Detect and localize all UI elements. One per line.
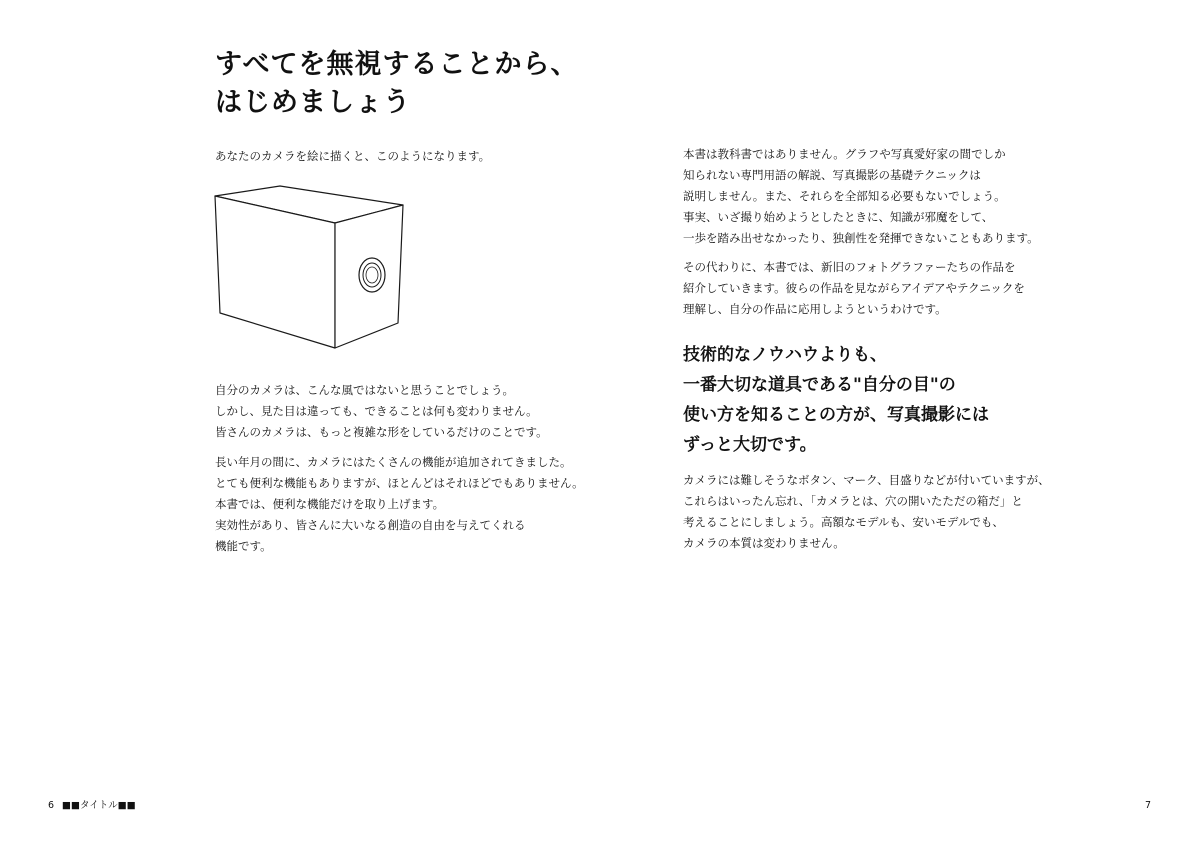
text-line: 説明しません。また、それらを全部知る必要もないでしょう。 <box>683 189 1006 203</box>
text-line: とても便利な機能もありますが、ほとんどはそれほどでもありません。 <box>215 476 584 490</box>
right-folio <box>1145 800 1151 812</box>
left-paragraph-2 <box>215 452 584 557</box>
left-folio <box>48 800 136 812</box>
right-paragraph-2 <box>683 257 1025 320</box>
intro-text <box>215 146 490 167</box>
text-line: しかし、見た目は違っても、できることは何も変わりません。 <box>215 404 538 418</box>
text-line: 考えることにしましょう。高額なモデルも、安いモデルでも、 <box>683 515 1004 529</box>
text-line: カメラには難しそうなボタン、マーク、目盛りなどが付いていますが、 <box>683 473 1050 487</box>
page-number: 6 <box>48 800 55 811</box>
text-line: あなたのカメラを絵に描くと、このようになります。 <box>215 149 491 163</box>
text-line: 本書は教科書ではありません。グラフや写真愛好家の間でしか <box>683 147 1006 161</box>
right-paragraph-3 <box>683 470 1050 554</box>
left-paragraph-1 <box>215 380 548 443</box>
text-line: 理解し、自分の作品に応用しようというわけです。 <box>683 302 947 316</box>
subheading <box>683 340 989 460</box>
subheading-line: 一番大切な道具である"自分の目"の <box>683 375 956 395</box>
text-line: 長い年月の間に、カメラにはたくさんの機能が追加されてきました。 <box>215 455 572 469</box>
text-line: 機能です。 <box>215 539 272 553</box>
text-line: 事実、いざ撮り始めようとしたときに、知識が邪魔をして、 <box>683 210 994 224</box>
text-line: その代わりに、本書では、新旧のフォトグラファーたちの作品を <box>683 260 1016 274</box>
subheading-line: 使い方を知ることの方が、写真撮影には <box>683 405 989 425</box>
text-line: これらはいったん忘れ、「カメラとは、穴の開いたただの箱だ」と <box>683 494 1023 508</box>
text-line: カメラの本質は変わりません。 <box>683 536 845 550</box>
text-line: 実効性があり、皆さんに大いなる創造の自由を与えてくれる <box>215 518 526 532</box>
text-line: 一歩を踏み出せなかったり、独創性を発揮できないこともあります。 <box>683 231 1039 245</box>
right-paragraph-1 <box>683 144 1039 249</box>
title-line: すべてを無視することから、 <box>215 49 579 80</box>
title-line: はじめましょう <box>215 87 411 118</box>
running-title: ■■タイトル■■ <box>62 800 136 811</box>
subheading-line: 技術的なノウハウよりも、 <box>683 345 887 365</box>
text-line: 紹介していきます。彼らの作品を見ながらアイデアやテクニックを <box>683 281 1025 295</box>
text-line: 知られない専門用語の解説、写真撮影の基礎テクニックは <box>683 168 981 182</box>
subheading-line: ずっと大切です。 <box>683 435 817 455</box>
text-line: 本書では、便利な機能だけを取り上げます。 <box>215 497 445 511</box>
page-title <box>215 46 578 122</box>
page-number: 7 <box>1145 800 1152 811</box>
camera-box-icon <box>210 183 410 353</box>
text-line: 皆さんのカメラは、もっと複雑な形をしているだけのことです。 <box>215 425 548 439</box>
text-line: 自分のカメラは、こんな風ではないと思うことでしょう。 <box>215 383 514 397</box>
